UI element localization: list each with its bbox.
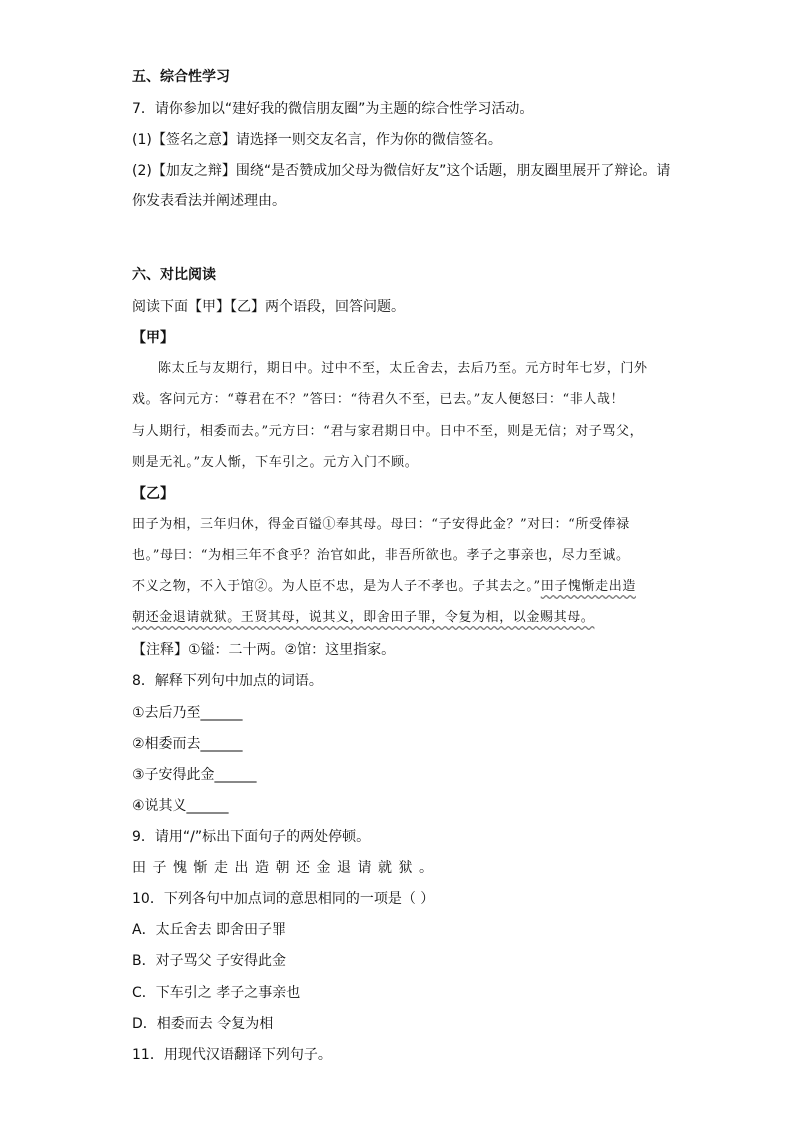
section-heading-5: 五、综合性学习 — [132, 69, 230, 85]
question-10-option: A．太丘舍去 即舍田子罪 — [132, 922, 287, 938]
passage-jia-line: 陈太丘与友期行，期日中。过中不至，太丘舍去，去后乃至。元方时年七岁，门外 — [158, 361, 648, 376]
question-8-item: ①去后乃至______ — [132, 705, 243, 721]
passage-yi-line-4: 朝还金退请就狱。王贤其母，说其义，即舍田子罪，令复为相，以金赐其母。 — [132, 610, 595, 625]
question-10-option: D．相委而去 令复为相 — [132, 1016, 274, 1032]
question-8: 8．解释下列句中加点的词语。 — [132, 673, 323, 689]
question-7-part-2-line-2: 你发表看法并阐述理由。 — [132, 193, 286, 209]
passage-yi-line: 也。”母曰：“为相三年不食乎？治官如此，非吾所欲也。孝子之事亲也，尽力至诚。 — [132, 548, 630, 563]
section-heading-6: 六、对比阅读 — [132, 267, 216, 283]
question-9: 9．请用“/”标出下面句子的两处停顿。 — [132, 829, 371, 845]
question-7-part-2-line-1: (2)【加友之辩】围绕“是否赞成加父母为微信好友”这个话题，朋友圈里展开了辩论。请 — [132, 163, 671, 179]
underlined-sentence: 田子愧惭走出造 — [540, 579, 636, 594]
question-11: 11．用现代汉语翻译下列句子。 — [132, 1047, 332, 1063]
passage-yi-line-3 — [132, 578, 636, 596]
passage-jia-line: 戏。客问元方：“尊君在不？”答曰：“待君久不至，已去。”友人便怒曰：“非人哉！ — [132, 392, 625, 407]
passage-yi-label: 【乙】 — [132, 486, 174, 502]
annotation-note: 【注释】①镒：二十两。②馆：这里指家。 — [132, 642, 396, 658]
passage-jia-line: 与人期行，相委而去。”元方曰：“君与家君期日中。日中不至，则是无信；对子骂父， — [132, 424, 644, 439]
passage-yi-line-3-text: 不义之物，不入于馆②。为人臣不忠，是为人子不孝也。子其去之。” — [132, 579, 541, 594]
question-8-item: ③子安得此金______ — [132, 767, 257, 783]
question-8-item: ④说其义______ — [132, 798, 229, 814]
question-10-option: C．下车引之 孝子之事亲也 — [132, 985, 301, 1001]
passage-yi-line: 田子为相，三年归休，得金百镒①奉其母。母曰：“子安得此金？”对曰：“所受俸禄 — [132, 517, 630, 532]
passage-jia-line: 则是无礼。”友人惭，下车引之。元方入门不顾。 — [132, 455, 419, 470]
reading-intro: 阅读下面【甲】【乙】两个语段，回答问题。 — [132, 299, 405, 315]
question-10: 10．下列各句中加点词的意思相同的一项是（ ） — [132, 891, 435, 907]
question-10-option: B．对子骂父 子安得此金 — [132, 953, 287, 969]
question-9-sentence: 田子愧惭走出造朝还金退请就狱。 — [132, 860, 440, 876]
question-7-part-1: (1)【签名之意】请选择一则交友名言，作为你的微信签名。 — [132, 132, 502, 148]
passage-jia-label: 【甲】 — [132, 330, 174, 346]
question-7: 7．请你参加以“建好我的微信朋友圈”为主题的综合性学习活动。 — [132, 101, 534, 117]
question-8-item: ②相委而去______ — [132, 736, 243, 752]
